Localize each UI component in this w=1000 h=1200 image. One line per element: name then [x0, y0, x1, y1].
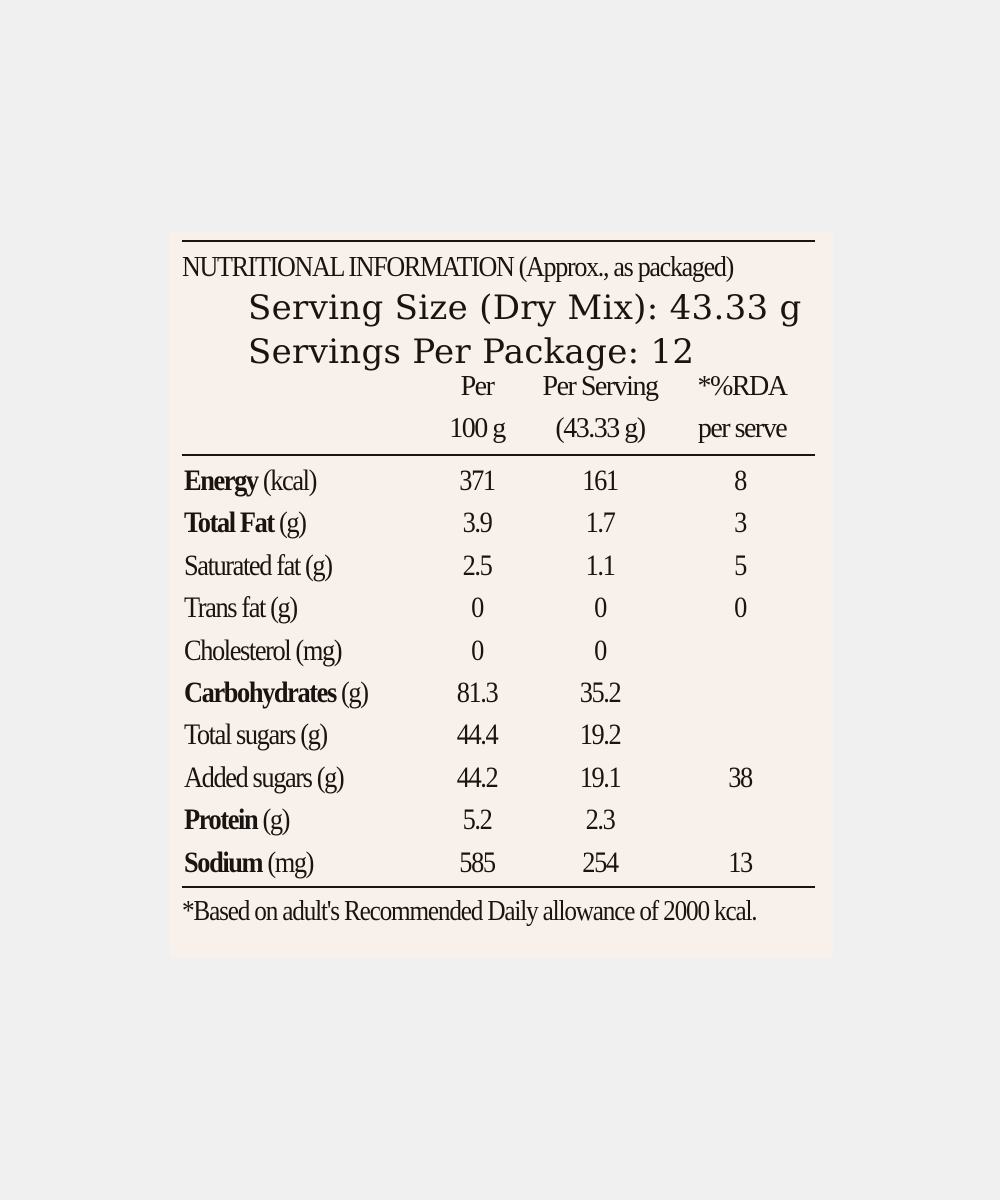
nutrient-name: Total Fat	[184, 506, 274, 540]
nutrient-label	[184, 672, 368, 714]
nutrient-label	[184, 799, 289, 841]
value-per-serving: 1.7	[585, 506, 615, 540]
servings-per-package: Servings Per Package: 12	[248, 332, 695, 372]
nutrient-label	[184, 460, 316, 502]
column-header-rda-line2: per serve	[697, 413, 787, 444]
column-header-rda-line1: *%RDA	[697, 371, 787, 402]
column-headers	[182, 366, 815, 450]
nutrient-row-saturated-fat	[182, 545, 815, 587]
nutrient-rows	[182, 460, 815, 884]
value-rda: 5	[734, 548, 746, 582]
nutrient-label	[184, 757, 343, 799]
column-header-per-100g	[437, 366, 517, 450]
nutrient-unit: (mg)	[267, 845, 314, 879]
value-per-100g: 0	[471, 591, 483, 625]
nutrient-row-total-fat	[182, 502, 815, 544]
nutrient-label	[184, 842, 313, 884]
header-rule	[182, 454, 815, 456]
nutrient-label	[184, 630, 341, 672]
column-header-per-serving-line1: Per Serving	[542, 371, 658, 402]
nutrient-label	[184, 545, 332, 587]
nutrient-name: Added sugars	[184, 760, 312, 794]
nutrient-unit: (mg)	[295, 633, 342, 667]
value-per-serving: 254	[582, 845, 618, 879]
nutrient-row-trans-fat	[182, 587, 815, 629]
column-header-rda	[682, 366, 802, 450]
serving-size: Serving Size (Dry Mix): 43.33 g	[248, 288, 802, 328]
nutrient-unit: (g)	[305, 548, 332, 582]
nutrient-row-sodium	[182, 842, 815, 884]
footnote: *Based on adult's Recommended Daily allowance of 2000 kcal.	[182, 895, 757, 927]
nutrient-unit: (g)	[316, 760, 344, 794]
value-per-100g: 44.4	[456, 718, 498, 752]
nutrient-row-total-sugars	[182, 714, 815, 756]
value-per-serving: 0	[594, 591, 606, 625]
value-rda: 3	[734, 506, 746, 540]
column-header-per-serving-line2: (43.33 g)	[555, 413, 645, 444]
top-rule	[182, 240, 815, 242]
nutrient-row-protein	[182, 799, 815, 841]
value-per-100g: 585	[459, 845, 495, 879]
nutrient-name: Energy	[184, 464, 258, 497]
value-per-100g: 44.2	[456, 760, 498, 794]
value-per-serving: 2.3	[585, 803, 615, 837]
nutrient-label	[184, 587, 297, 629]
value-per-serving: 0	[594, 633, 606, 667]
label-title-main: NUTRITIONAL INFORMATION	[182, 252, 514, 283]
nutrient-unit: (g)	[300, 718, 327, 752]
nutrient-name: Total sugars	[184, 718, 296, 752]
nutrient-name: Cholesterol	[184, 633, 291, 667]
value-per-100g: 371	[459, 464, 495, 497]
nutrient-row-cholesterol	[182, 630, 815, 672]
column-header-per-100g-line2: 100 g	[449, 413, 505, 444]
column-header-per-serving	[540, 366, 660, 450]
nutrient-unit: (g)	[341, 675, 368, 709]
nutrient-name: Protein	[184, 803, 258, 837]
value-per-100g: 81.3	[456, 675, 498, 709]
nutrient-name: Carbohydrates	[184, 675, 336, 709]
nutrient-name: Sodium	[184, 845, 263, 879]
nutrient-row-energy	[182, 460, 815, 502]
value-per-serving: 19.2	[579, 718, 621, 752]
value-per-100g: 3.9	[462, 506, 492, 540]
value-per-100g: 0	[471, 633, 483, 667]
value-rda: 0	[734, 591, 746, 625]
column-header-per-100g-line1: Per	[460, 371, 494, 402]
nutrient-unit: (g)	[262, 803, 290, 837]
value-per-serving: 161	[582, 464, 618, 497]
value-rda: 38	[728, 760, 752, 794]
nutrient-label	[184, 502, 306, 544]
value-per-serving: 1.1	[585, 548, 615, 582]
nutrient-unit: (kcal)	[262, 464, 316, 497]
bottom-rule	[182, 886, 815, 888]
nutrition-label	[170, 232, 833, 958]
label-title	[182, 250, 771, 286]
nutrient-unit: (g)	[270, 591, 297, 625]
nutrient-label	[184, 714, 327, 756]
value-per-100g: 2.5	[462, 548, 492, 582]
value-rda: 13	[728, 845, 752, 879]
nutrient-name: Saturated fat	[184, 548, 300, 582]
value-per-serving: 19.1	[579, 760, 621, 794]
nutrient-unit: (g)	[278, 506, 306, 540]
nutrient-row-added-sugars	[182, 757, 815, 799]
value-per-100g: 5.2	[462, 803, 492, 837]
nutrient-row-carbohydrates	[182, 672, 815, 714]
label-title-qualifier: (Approx., as packaged)	[518, 252, 733, 283]
nutrient-name: Trans fat	[184, 591, 265, 625]
nutrition-label-content	[182, 240, 815, 932]
value-per-serving: 35.2	[579, 675, 621, 709]
value-rda: 8	[734, 464, 746, 497]
